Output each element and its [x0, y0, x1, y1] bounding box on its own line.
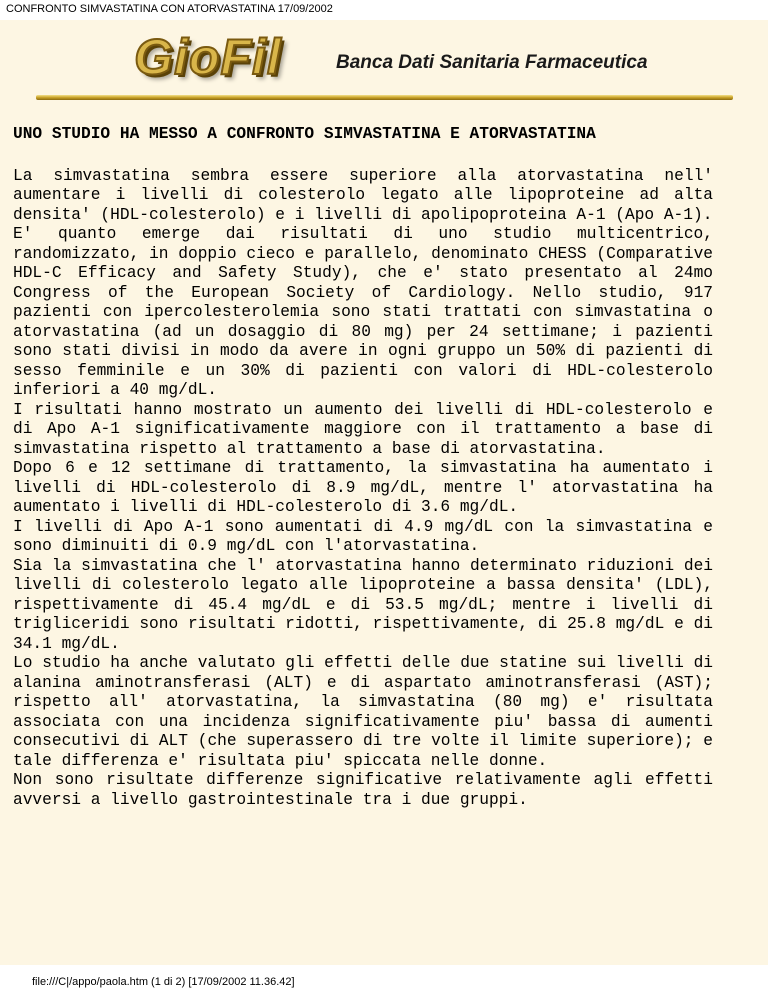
print-footer: file:///C|/appo/paola.htm (1 di 2) [17/09/2002 11.36.42] — [32, 976, 295, 988]
article-paragraph: I livelli di Apo A-1 sono aumentati di 4.9 mg/dL con la simvastatina e sono diminuiti di 0.9 mg/dL con l'atorvastatina. — [13, 517, 713, 555]
article — [13, 125, 713, 810]
article-paragraph: La simvastatina sembra essere superiore alla atorvastatina nell' aumentare i livelli di colesterolo legato alle lipoproteine ad alta densita' (HDL-colesterolo) e i livelli di apolipoproteina A-1 (Apo A-1). — [13, 166, 713, 224]
page — [0, 20, 768, 965]
header-divider — [36, 95, 733, 100]
gioFil-logo — [98, 28, 318, 86]
article-paragraph: Lo studio ha anche valutato gli effetti delle due statine sui livelli di alanina aminotransferasi (ALT) e di aspartato aminotransferasi (AST); rispetto all' atorvastatina, la simvastatina (80 mg) e' risultata associata con una incidenza significativamente piu' bassa di aumenti consecutivi di ALT (che superassero di tre volte il limite superiore); e tale differenza e' risultata piu' spiccata nelle donne. — [13, 654, 713, 770]
logo-brand: GioFil — [134, 29, 282, 85]
article-paragraph: I risultati hanno mostrato un aumento dei livelli di HDL-colesterolo e di Apo A-1 significativamente maggiore con il trattamento a base di simvastatina rispetto al trattamento a base di atorvastatina. — [13, 400, 713, 458]
article-title: UNO STUDIO HA MESSO A CONFRONTO SIMVASTATINA E ATORVASTATINA — [13, 125, 596, 143]
article-paragraph: Dopo 6 e 12 settimane di trattamento, la simvastatina ha aumentato i livelli di HDL-colesterolo di 8.9 mg/dL, mentre l' atorvastatina ha aumentato i livelli di HDL-colesterolo di 3.6 mg/dL. — [13, 459, 713, 516]
article-paragraph: Non sono risultate differenze significative relativamente agli effetti avversi a livello gastrointestinale tra i due gruppi. — [13, 771, 713, 809]
article-paragraph: Sia la simvastatina che l' atorvastatina hanno determinato riduzioni dei livelli di colesterolo legato alle lipoproteine a bassa densita' (LDL), rispettivamente di 45.4 mg/dL e di 53.5 mg/dL; mentre i livelli di trigliceridi sono risultati ridotti, rispettivamente, di 25.8 mg/dL e di 34.1 mg/dL. — [13, 556, 713, 653]
print-header: CONFRONTO SIMVASTATINA CON ATORVASTATINA 17/09/2002 — [6, 3, 333, 15]
logo-subtitle: Banca Dati Sanitaria Farmaceutica — [336, 52, 648, 73]
article-paragraph: E' quanto emerge dai risultati di uno studio multicentrico, randomizzato, in doppio cieco e parallelo, denominato CHESS (Comparative HDL-C Efficacy and Safety Study), che e' stato presentato al 24mo Congress of the European Society of Cardiology. Nello studio, 917 pazienti con ipercolesterolemia sono stati trattati con simvastatina o atorvastatina (ad un dosaggio di 80 mg) per 24 settimane; i pazienti sono stati divisi in modo da avere in ogni gruppo un 50% di pazienti di sesso femminile e un 30% di pazienti con valori di HDL-colesterolo inferiori a 40 mg/dL. — [13, 225, 713, 399]
